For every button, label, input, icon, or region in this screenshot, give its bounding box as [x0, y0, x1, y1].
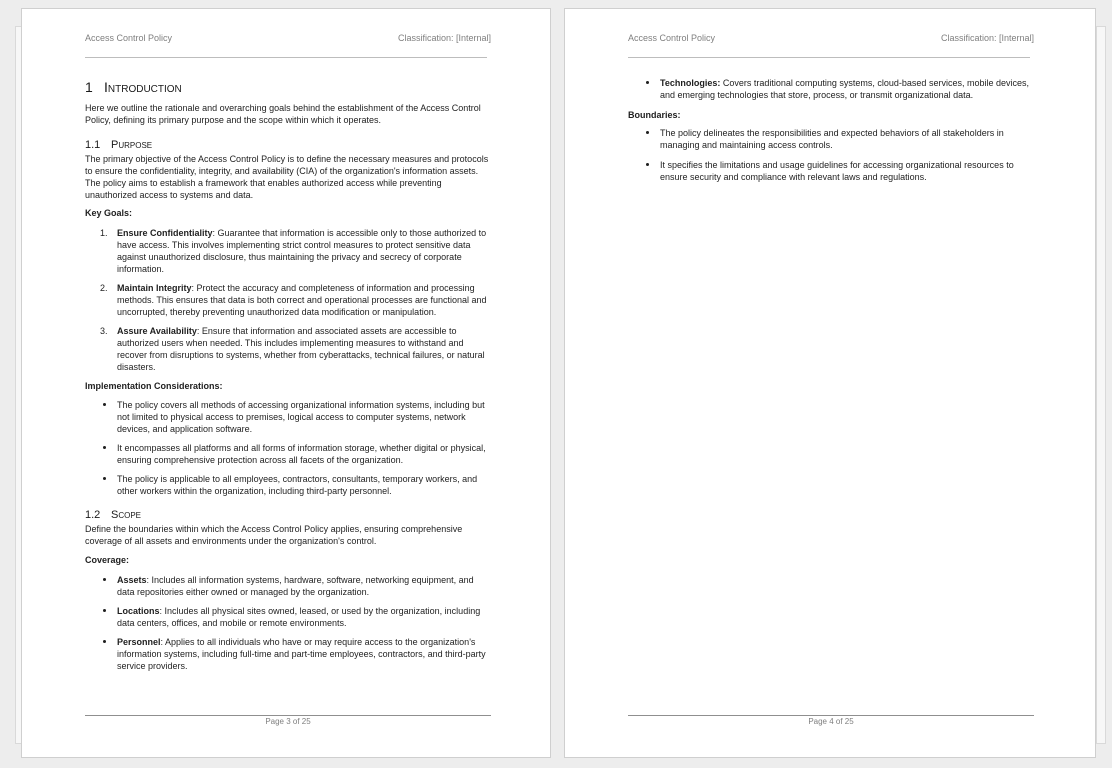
list-item: [117, 399, 491, 435]
coverage-label: Coverage:: [85, 555, 130, 565]
heading-number: 1.2: [85, 509, 101, 521]
page-header: [85, 33, 491, 43]
bullet-icon: [646, 81, 649, 84]
list-item-text: [117, 227, 491, 275]
heading-number: 1.1: [85, 139, 101, 151]
header-classification: Classification: [Internal]: [397, 33, 491, 43]
heading-text: Introduction: [104, 79, 182, 95]
header-classification: Classification: [Internal]: [940, 33, 1034, 43]
header-rule: [85, 57, 487, 58]
heading-introduction: [85, 79, 491, 96]
header-rule: [628, 57, 1030, 58]
page-3: [21, 8, 551, 758]
heading-number: 1: [85, 79, 93, 95]
header-title: Access Control Policy: [85, 33, 173, 43]
list-item: [660, 77, 1034, 101]
heading-text: Scope: [111, 509, 142, 521]
list-item-desc: : Includes all physical sites owned, leased, or used by the organization, including data centers, offices, and mobile or remote environments.: [117, 606, 481, 628]
bullet-icon: [103, 640, 106, 643]
footer-rule: [628, 715, 1034, 716]
list-item: [100, 227, 491, 275]
list-item-desc: : Ensure that information and associated assets are accessible to authorized users when needed. This includes implementing measures to withstand and recover from disruptions to systems, whether from cyberattacks, technical failures, or natural disasters.: [117, 326, 485, 372]
list-item-text: [117, 574, 491, 598]
list-item: [100, 325, 491, 373]
scope-paragraph: Define the boundaries within which the Access Control Policy applies, ensuring comprehensive coverage of all assets and environments under the organization's control.: [85, 524, 463, 546]
list-item-desc: Covers traditional computing systems, cloud-based services, mobile devices, and emerging technologies that store, process, or transmit organizational data.: [660, 78, 1029, 100]
key-goals-label: Key Goals:: [85, 208, 133, 218]
list-item-term: Assure Availability: [117, 326, 197, 336]
bullet-icon: [646, 131, 649, 134]
list-item-text: The policy is applicable to all employees, contractors, consultants, temporary workers, and other workers within the organization, including third-party personnel.: [117, 474, 478, 496]
page-4: [564, 8, 1096, 758]
purpose-paragraph: The primary objective of the Access Control Policy is to define the necessary measures and protocols to ensure the confidentiality, integrity, and availability (CIA) of the organization's information assets. The policy aims to establish a framework that enables authorized access while preventing unauthorized access to systems and data.: [85, 154, 489, 200]
list-item-text: [117, 605, 491, 629]
list-item: [117, 605, 491, 629]
list-item-text: The policy delineates the responsibilities and expected behaviors of all stakeholders in managing and maintaining access controls.: [660, 128, 1004, 150]
list-item-desc: : Includes all information systems, hardware, software, networking equipment, and data repositories either owned or managed by the organization.: [117, 575, 474, 597]
list-item: [117, 442, 491, 466]
page-header: [628, 33, 1034, 43]
heading-text: Purpose: [111, 139, 153, 151]
footer-rule: [85, 715, 491, 716]
list-item-text: [117, 636, 491, 672]
list-item-text: It encompasses all platforms and all forms of information storage, whether digital or physical, ensuring comprehensive protection across all facets of the organization.: [117, 443, 486, 465]
list-item-desc: : Guarantee that information is accessible only to those authorized to have access. This involves implementing strict control measures to protect sensitive data against unauthorized disclosure, thus maintaining the privacy and secrecy of corporate information.: [117, 228, 487, 274]
bullet-icon: [646, 163, 649, 166]
boundaries-label: Boundaries:: [628, 110, 681, 120]
bullet-icon: [103, 609, 106, 612]
list-item-text: The policy covers all methods of accessing organizational information systems, including but not limited to physical access to premises, logical access to computer systems, network devices, and application software.: [117, 400, 485, 434]
list-item: [117, 574, 491, 598]
list-item: [660, 159, 1034, 183]
page-number: Page 4 of 25: [808, 717, 854, 726]
heading-purpose: [85, 138, 491, 152]
next-page-edge: [1096, 26, 1106, 744]
list-item-term: Maintain Integrity: [117, 283, 192, 293]
bullet-icon: [103, 578, 106, 581]
list-item-text: [660, 77, 1034, 101]
list-item-desc: : Protect the accuracy and completeness of information and processing methods. This ensures that data is both correct and operational processes are functional and uncorrupted, thereby preventing unauthorized data modification or manipulation.: [117, 283, 487, 317]
list-item-text: [117, 325, 491, 373]
list-item: [100, 282, 491, 318]
list-number: 3.: [100, 326, 108, 336]
heading-scope: [85, 508, 491, 522]
list-item-term: Technologies:: [660, 78, 721, 88]
header-title: Access Control Policy: [628, 33, 716, 43]
list-item-term: Ensure Confidentiality: [117, 228, 213, 238]
intro-paragraph: Here we outline the rationale and overarching goals behind the establishment of the Access Control Policy, defining its primary purpose and the scope within which it operates.: [85, 103, 481, 125]
bullet-icon: [103, 446, 106, 449]
list-item-desc: : Applies to all individuals who have or may require access to the organization's information systems, including full-time and part-time employees, contractors, and third-party service providers.: [117, 637, 486, 671]
list-item-term: Assets: [117, 575, 147, 585]
list-number: 1.: [100, 228, 108, 238]
list-item-term: Locations: [117, 606, 160, 616]
list-item-term: Personnel: [117, 637, 161, 647]
bullet-icon: [103, 477, 106, 480]
list-item: [660, 127, 1034, 151]
bullet-icon: [103, 403, 106, 406]
implementation-label: Implementation Considerations:: [85, 381, 223, 391]
page-number: Page 3 of 25: [265, 717, 311, 726]
list-number: 2.: [100, 283, 108, 293]
list-item: [117, 636, 491, 672]
list-item: [117, 473, 491, 497]
list-item-text: [117, 282, 491, 318]
list-item-text: It specifies the limitations and usage guidelines for accessing organizational resources to ensure security and compliance with relevant laws and regulations.: [660, 160, 1014, 182]
